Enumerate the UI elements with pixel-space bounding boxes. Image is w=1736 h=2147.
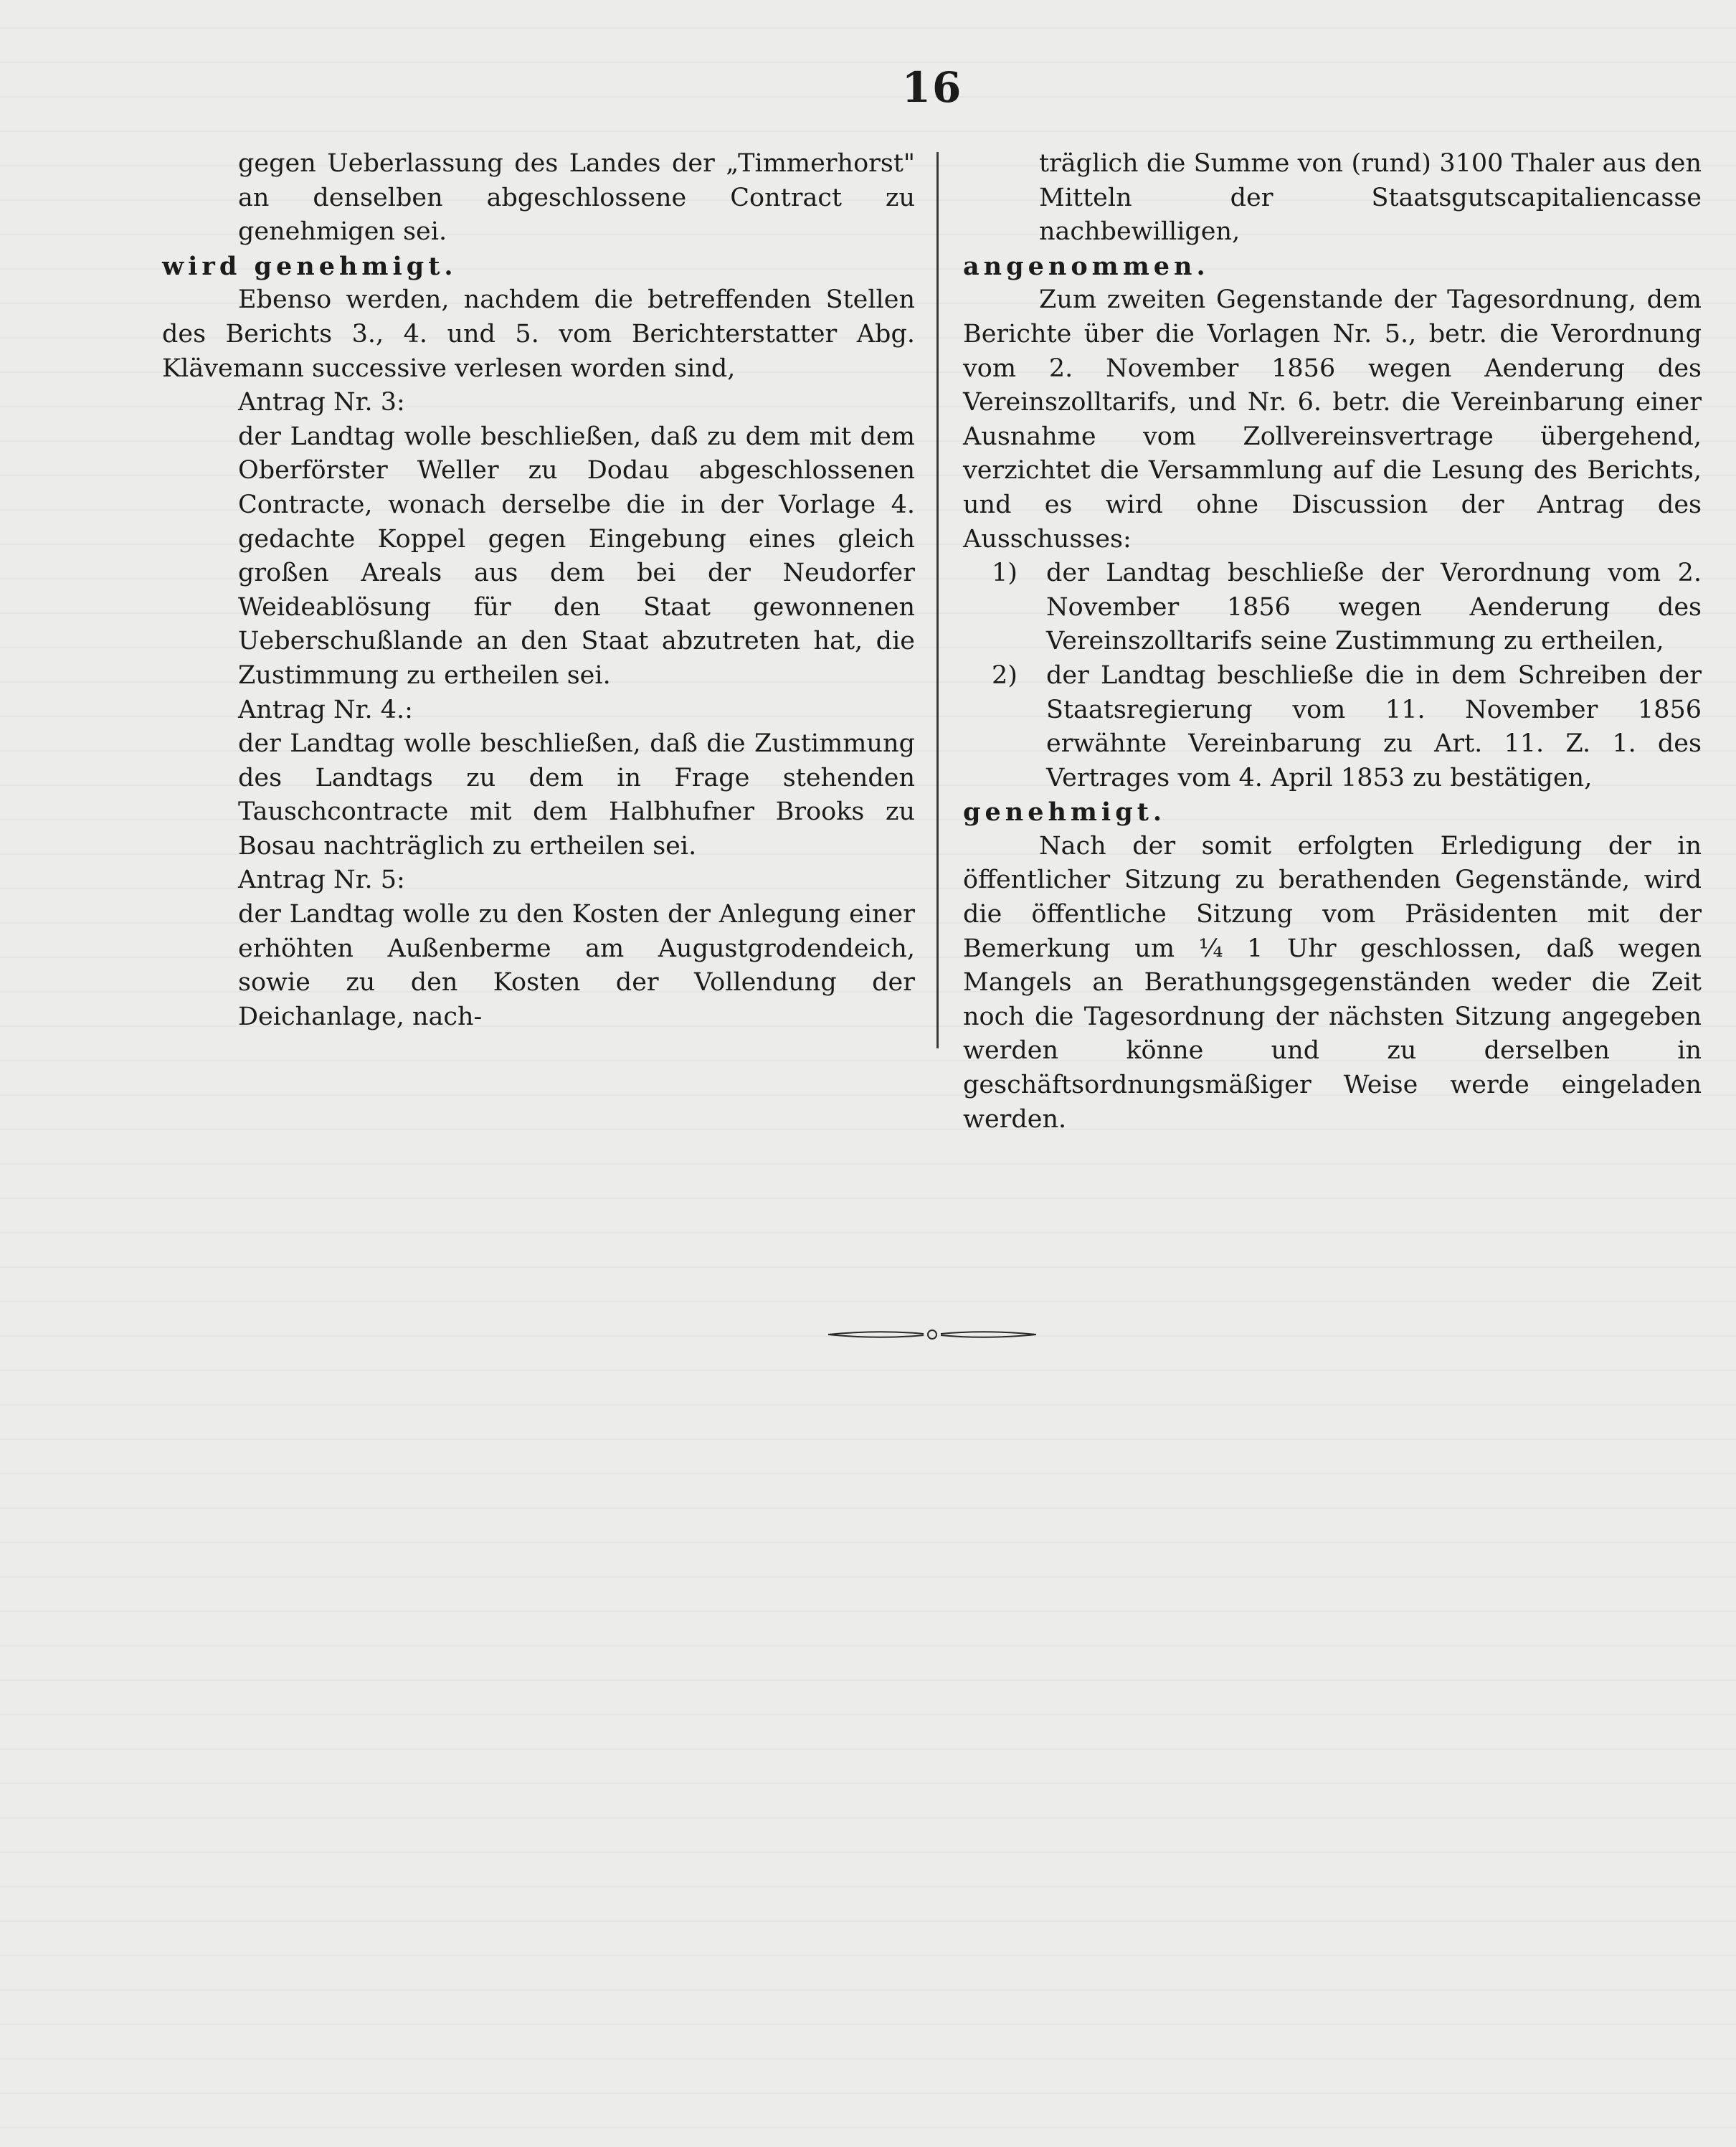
resolution-approved: wird genehmigt.	[162, 251, 457, 281]
resolution-accepted: angenommen.	[963, 251, 1210, 281]
left-column	[162, 147, 915, 1034]
list-number: 2)	[992, 660, 1018, 690]
resolution-approved-2: genehmigt.	[963, 797, 1167, 828]
motion-3-text: der Landtag wolle beschließen, daß zu dem mit dem Oberförster Weller zu Dodau abgeschlossenen Contracte, wonach derselbe die in der Vorlage 4. gedachte Koppel gegen Eingebung eines gleich großen Areals aus dem bei der Neudorfer Weideablösung für den Staat gewonnenen Ueberschußlande an den Staat abzutreten hat, die Zustimmung zu ertheilen sei.	[238, 422, 915, 690]
motion-4-heading: Antrag Nr. 4.:	[238, 695, 413, 724]
right-column	[963, 147, 1702, 1137]
motion-5-text: der Landtag wolle zu den Kosten der Anlegung einer erhöhten Außenberme am Augustgrodendeich, sowie zu den Kosten der Vollendung der Deichanlage, nach-	[238, 900, 915, 1031]
motion-4-text: der Landtag wolle beschließen, daß die Zustimmung des Landtags zu dem in Frage stehenden Tauschcontracte mit dem Halbhufner Brooks zu Bosau nachträglich zu ertheilen sei.	[238, 729, 915, 861]
paragraph-reports-read: Ebenso werden, nachdem die betreffenden Stellen des Berichts 3., 4. und 5. vom Berichterstatter Abg. Klävemann successive verlesen worden sind,	[162, 285, 915, 383]
list-number: 1)	[992, 559, 1018, 588]
list-item-2	[963, 659, 1702, 795]
paragraph-contract-approval: gegen Ueberlassung des Landes der „Timmerhorst" an denselben abgeschlossene Contract zu genehmigen sei.	[238, 149, 915, 247]
column-divider	[936, 152, 939, 1048]
page-number: 16	[901, 63, 963, 112]
section-ornament	[825, 1324, 1040, 1345]
paragraph-second-agenda-item: Zum zweiten Gegenstande der Tagesordnung, dem Berichte über die Vorlagen Nr. 5., betr. die Verordnung vom 2. November 1856 wegen Aenderung des Vereinszolltarifs, und Nr. 6. betr. die Vereinbarung einer Ausnahme vom Zollvereinsvertrage übergehend, verzichtet die Versammlung auf die Lesung des Berichts, und es wird ohne Discussion der Antrag des Ausschusses:	[963, 285, 1702, 554]
list-item-text: der Landtag beschließe der Verordnung vom 2. November 1856 wegen Aenderung des Vereinszolltarifs seine Zustimmung zu ertheilen,	[1046, 559, 1702, 656]
motion-5-continuation: träglich die Summe von (rund) 3100 Thaler aus den Mitteln der Staatsgutscapitaliencasse nachbewilligen,	[1039, 149, 1702, 247]
motion-3-heading: Antrag Nr. 3:	[238, 388, 405, 417]
motion-5-heading: Antrag Nr. 5:	[238, 866, 405, 895]
list-item-1	[963, 556, 1702, 659]
list-item-text: der Landtag beschließe die in dem Schreiben der Staatsregierung vom 11. November 1856 erwähnte Vereinbarung zu Art. 11. Z. 1. des Vertrages vom 4. April 1853 zu bestätigen,	[1046, 660, 1702, 792]
paragraph-session-closed: Nach der somit erfolgten Erledigung der in öffentlicher Sitzung zu berathenden Gegenstände, wird die öffentliche Sitzung vom Präsidenten mit der Bemerkung um ¼ 1 Uhr geschlossen, daß wegen Mangels an Berathungsgegenständen weder die Zeit noch die Tagesordnung der nächsten Sitzung angegeben werden könne und zu derselben in geschäftsordnungsmäßiger Weise werde eingeladen werden.	[963, 831, 1702, 1134]
